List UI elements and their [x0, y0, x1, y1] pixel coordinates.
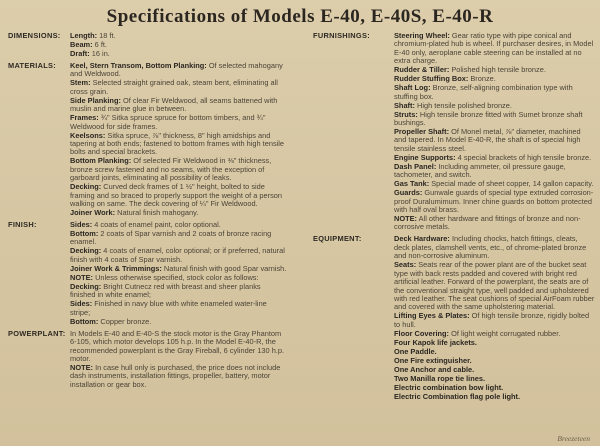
- spec-section: [8, 32, 288, 59]
- spec-item: [70, 300, 288, 317]
- spec-section: [313, 235, 595, 401]
- spec-item-label: Seats:: [394, 260, 417, 270]
- spec-item-label: Bottom:: [70, 229, 99, 239]
- section-body: [70, 62, 288, 218]
- spec-section: [8, 330, 288, 390]
- spec-item-label: One Fire extinguisher.: [394, 355, 472, 365]
- left-column: [8, 32, 288, 393]
- spec-item: [70, 157, 288, 182]
- spec-item-label: Beam:: [70, 40, 93, 49]
- spec-item: [70, 97, 288, 114]
- section-body: [70, 221, 288, 327]
- spec-item-text: Sitka spruce, ⅞" thickness, 8" high amidships and tapering at both ends; fastened to bottom frames with high tensile bolts and special brackets.: [70, 130, 285, 157]
- spec-item-text: Of selected mahogany and Weldwood.: [70, 61, 283, 79]
- spec-item-label: Bottom Planking:: [70, 156, 132, 166]
- spec-item-label: NOTE:: [70, 362, 93, 372]
- spec-item-text: Of high tensile bronze, rigidly bolted to hull.: [394, 311, 590, 329]
- spec-item-label: One Anchor and cable.: [394, 364, 475, 374]
- spec-item-text: In Models E-40 and E-40-S the stock motor is the Gray Phantom 6-105, which motor develops 105 h.p. In the Model E-40-R, the recommended powerplant is the Gray Fireball, 6 cylinder 130 h.p. motor.: [70, 328, 285, 363]
- spec-item-text: ¾" Sitka spruce spruce for bottom timbers, and ¾" Weldwood for side frames.: [70, 113, 266, 131]
- spec-item-text: Polished high tensile bronze.: [451, 65, 546, 75]
- spec-item-label: Deck Hardware:: [394, 234, 450, 244]
- spec-item-text: High tensile polished bronze.: [417, 100, 512, 110]
- spec-item-text: Of Monel metal, ⅞" diameter, machined and tapered. In Model E-40-R, the shaft is of special high tensile stainless steel.: [394, 127, 581, 153]
- spec-item-label: Steering Wheel:: [394, 31, 450, 40]
- spec-item-text: 4 coats of enamel, color optional; or if preferred, natural finish with 4 coats of Spar varnish.: [70, 246, 285, 264]
- spec-item-label: Rudder & Tiller:: [394, 65, 450, 75]
- spec-item-text: 18 ft.: [99, 31, 116, 40]
- spec-item-label: Electric Combination flag pole light.: [394, 391, 521, 401]
- spec-item-text: 4 special brackets of high tensile bronze.: [457, 152, 592, 162]
- spec-item-label: Bottom:: [70, 316, 99, 326]
- spec-item-text: Seats rear of the power plant are of the bucket seat type with back rests padded and covered with bright red artificial leather. Forward of the powerplant, the seats are of the conventional straight type, well padded and upholstered with red leather. The seat cushions of special AirFoam rubber and covered with the same upholstering material.: [394, 260, 595, 312]
- spec-item-text: Copper bronze.: [100, 316, 152, 326]
- spec-item: [70, 114, 288, 131]
- spec-item-label: Electric combination bow light.: [394, 382, 504, 392]
- spec-item-label: Keelsons:: [70, 130, 106, 140]
- spec-item-label: Struts:: [394, 109, 418, 119]
- spec-item-text: Selected straight grained oak, steam bent, eliminating all cross grain.: [70, 78, 278, 96]
- spec-item-text: 6 ft.: [94, 40, 107, 49]
- spec-item-label: One Paddle.: [394, 346, 437, 356]
- spec-item-label: Four Kapok life jackets.: [394, 337, 477, 347]
- spec-item: [394, 312, 595, 329]
- page-title: Specifications of Models E-40, E-40S, E-40-R: [106, 6, 494, 27]
- spec-item: [394, 235, 595, 260]
- section-label: FURNISHINGS:: [313, 31, 370, 40]
- spec-item-text: Of selected Fir Weldwood in ⅜" thickness, bronze screw fastened and no seams, with the exception of garboard joints, eliminating all possibility of leaks.: [70, 156, 272, 183]
- spec-item: [394, 189, 595, 214]
- spec-item-label: Joiner Work:: [70, 208, 116, 218]
- spec-item-label: Shaft Log:: [394, 83, 431, 93]
- spec-item: [70, 318, 288, 326]
- credit-signature: Breezeteen: [557, 434, 590, 443]
- spec-item-text: Curved deck frames of 1 ½" height, bolted to side framing and so braced to properly support the weight of a person walking on same. The deck covering of ¼" Fir Weldwood.: [70, 182, 282, 209]
- section-body: [70, 330, 288, 390]
- spec-item-label: Engine Supports:: [394, 152, 456, 162]
- spec-item-text: In case hull only is purchased, the price does not include dash instruments, installation fittings, propeller, battery, motor installation or gear box.: [70, 362, 281, 389]
- spec-item: [394, 163, 595, 180]
- spec-item-label: Side Planking:: [70, 95, 121, 105]
- spec-item-label: Frames:: [70, 113, 99, 123]
- spec-item: [70, 283, 288, 300]
- spec-item: [70, 62, 288, 79]
- section-label: MATERIALS:: [8, 61, 57, 70]
- section-body: [394, 235, 595, 401]
- section-label: POWERPLANT:: [8, 328, 66, 338]
- spec-item-text: Gunwale guards of special type extruded corrosion-proof Duralumimum. Inner chine guards on bottom protected with half oval brass.: [394, 188, 594, 215]
- spec-item: [70, 183, 288, 208]
- spec-item-text: All other hardware and fittings of bronze and non-corrosive metals.: [394, 214, 581, 232]
- spec-item-text: Natural finish mahogany.: [117, 208, 199, 218]
- spec-item: [70, 50, 288, 58]
- spec-item-label: Rudder Stuffing Box:: [394, 74, 469, 84]
- spec-section: [313, 32, 595, 232]
- spec-item-label: NOTE:: [70, 272, 93, 282]
- spec-item: [70, 330, 288, 364]
- spec-item: [70, 247, 288, 264]
- spec-section: [8, 62, 288, 218]
- spec-item-text: 2 coats of Spar varnish and 2 coats of bronze racing enamel.: [70, 229, 272, 247]
- right-column: [313, 32, 595, 405]
- section-label: EQUIPMENT:: [313, 234, 362, 244]
- spec-item-label: Two Manilla rope tie lines.: [394, 373, 486, 383]
- spec-item-label: Joiner Work & Trimmings:: [70, 263, 162, 273]
- spec-item-label: Decking:: [70, 182, 102, 192]
- spec-item-text: Bronze, self-aligning combination type with stuffing box.: [394, 83, 573, 101]
- spec-item-text: High tensile bronze fitted with Sumet bronze shaft bushings.: [394, 109, 583, 128]
- spec-item-label: Draft:: [70, 49, 90, 58]
- spec-item-label: Decking:: [70, 281, 102, 291]
- spec-item-text: Of clear Fir Weldwood, all seams battened with muslin and marine glue in between.: [70, 95, 278, 114]
- spec-item-label: Shaft:: [394, 100, 415, 110]
- spec-item-text: Natural finish with good Spar varnish.: [163, 263, 287, 273]
- spec-item-label: Lifting Eyes & Plates:: [394, 311, 470, 321]
- section-label: FINISH:: [8, 220, 37, 230]
- spec-item-label: Floor Covering:: [394, 328, 450, 338]
- spec-item-text: Including ammeter, oil pressure gauge, tachometer, and switch.: [394, 161, 566, 180]
- spec-item: [394, 111, 595, 128]
- spec-item-text: Unless otherwise specified, stock color as follows:: [95, 272, 259, 282]
- spec-item-label: Keel, Stern Transom, Bottom Planking:: [70, 61, 207, 70]
- spec-item-label: Gas Tank:: [394, 179, 430, 189]
- spec-item-label: Propeller Shaft:: [394, 127, 450, 137]
- spec-item: [70, 132, 288, 157]
- spec-item-text: Special made of sheet copper, 14 gallon capacity.: [431, 179, 594, 189]
- section-body: [70, 32, 288, 59]
- spec-item-label: NOTE:: [394, 214, 417, 224]
- spec-item-text: Of light weight corrugated rubber.: [451, 328, 561, 338]
- spec-item-text: Gear ratio type with pipe conical and chromium-plated hub is wheel. If purchaser desires, in Model E-40 only, aeroplane cable steering can be installed at no extra charge.: [394, 31, 594, 66]
- section-body: [394, 32, 595, 232]
- section-label: DIMENSIONS:: [8, 31, 61, 40]
- spec-item-text: 4 coats of enamel paint, color optional.: [94, 220, 221, 230]
- spec-item-text: Including chocks, hatch fittings, cleats, deck plates, clamshell vents, etc., of chrome-plated bronze and non-corrosive aluminum.: [394, 234, 587, 261]
- spec-section: [8, 221, 288, 327]
- spec-item-text: Bright Cutnecz red with breast and sheer planks finished in white enamel;: [70, 281, 261, 300]
- spec-item: [70, 364, 288, 389]
- spec-item: [70, 209, 288, 217]
- spec-item: [70, 79, 288, 96]
- spec-item-text: Finished in navy blue with white enameled water-line stripe;: [70, 299, 267, 317]
- spec-item: [394, 84, 595, 101]
- spec-item-text: Bronze.: [470, 74, 496, 84]
- spec-item: [394, 261, 595, 311]
- spec-item-label: Decking:: [70, 246, 102, 256]
- spec-item: [394, 128, 595, 153]
- spec-item-text: 16 in.: [91, 49, 110, 58]
- spec-item: [394, 393, 595, 401]
- spec-item: [394, 215, 595, 232]
- spec-item-label: Sides:: [70, 220, 93, 230]
- spec-item-label: Dash Panel:: [394, 161, 437, 171]
- spec-item-label: Sides:: [70, 299, 93, 309]
- spec-item: [70, 230, 288, 247]
- spec-item-label: Length:: [70, 31, 98, 40]
- spec-item-label: Guards:: [394, 188, 423, 198]
- spec-item: [394, 32, 595, 66]
- spec-item-label: Stem:: [70, 78, 91, 88]
